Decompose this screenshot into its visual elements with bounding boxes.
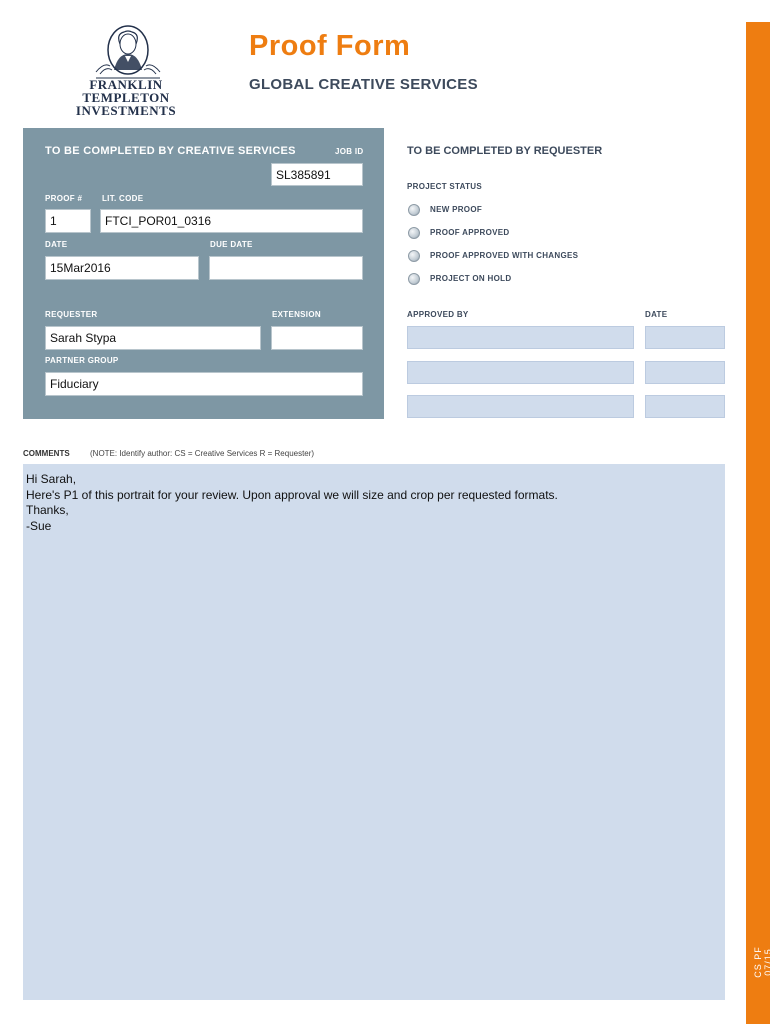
radio-new-proof[interactable] (408, 204, 420, 216)
orange-side-bar (746, 22, 773, 1024)
comments-field[interactable] (23, 464, 725, 1000)
comment-line: -Sue (26, 518, 52, 533)
approval-date-field-2[interactable] (645, 361, 725, 384)
proof-number-field[interactable]: 1 (45, 209, 91, 233)
approved-by-field-1[interactable] (407, 326, 634, 349)
creative-services-heading: TO BE COMPLETED BY CREATIVE SERVICES (45, 145, 296, 157)
approval-date-label: DATE (645, 310, 668, 319)
job-id-label: JOB ID (335, 147, 364, 156)
date-field[interactable]: 15Mar2016 (45, 256, 199, 280)
comment-line: Thanks, (26, 503, 69, 517)
status-option-approved-with-changes: PROOF APPROVED WITH CHANGES (430, 251, 579, 260)
due-date-label: DUE DATE (210, 240, 253, 249)
page-title: Proof Form (249, 30, 411, 62)
lit-code-field[interactable]: FTCI_POR01_0316 (100, 209, 363, 233)
partner-group-label: PARTNER GROUP (45, 356, 119, 365)
requester-heading: TO BE COMPLETED BY REQUESTER (407, 145, 603, 157)
approved-by-label: APPROVED BY (407, 310, 469, 319)
requester-label: REQUESTER (45, 310, 98, 319)
comments-note: (NOTE: Identify author: CS = Creative Services R = Requester) (90, 449, 315, 458)
due-date-field[interactable] (209, 256, 363, 280)
company-logo-text (46, 78, 206, 117)
job-id-field[interactable]: SL385891 (271, 163, 363, 186)
date-label: DATE (45, 240, 68, 249)
extension-label: EXTENSION (272, 310, 321, 319)
comment-line: Here's P1 of this portrait for your review. Upon approval we will size and crop per requested formats. (26, 487, 558, 502)
extension-field[interactable] (271, 326, 363, 350)
logo-line-1: FRANKLIN TEMPLETON (82, 77, 170, 105)
approved-by-field-2[interactable] (407, 361, 634, 384)
comments-label: COMMENTS (23, 449, 70, 458)
comment-line: Hi Sarah, (26, 472, 77, 486)
logo-line-2: INVESTMENTS (75, 103, 177, 118)
lit-code-label: LIT. CODE (102, 194, 144, 203)
approved-by-field-3[interactable] (407, 395, 634, 418)
partner-group-field[interactable]: Fiduciary (45, 372, 363, 396)
approval-date-field-1[interactable] (645, 326, 725, 349)
radio-project-on-hold[interactable] (408, 273, 420, 285)
status-option-project-on-hold: PROJECT ON HOLD (430, 274, 512, 283)
proof-number-label: PROOF # (45, 194, 83, 203)
radio-approved-with-changes[interactable] (408, 250, 420, 262)
project-status-label: PROJECT STATUS (407, 182, 483, 191)
page-subtitle: GLOBAL CREATIVE SERVICES (249, 76, 478, 93)
form-code: CS PF 07/15 (753, 946, 773, 978)
approval-date-field-3[interactable] (645, 395, 725, 418)
franklin-portrait-emblem-icon (92, 22, 164, 80)
radio-proof-approved[interactable] (408, 227, 420, 239)
status-option-new-proof: NEW PROOF (430, 205, 483, 214)
status-option-proof-approved: PROOF APPROVED (430, 228, 510, 237)
requester-field[interactable]: Sarah Stypa (45, 326, 261, 350)
